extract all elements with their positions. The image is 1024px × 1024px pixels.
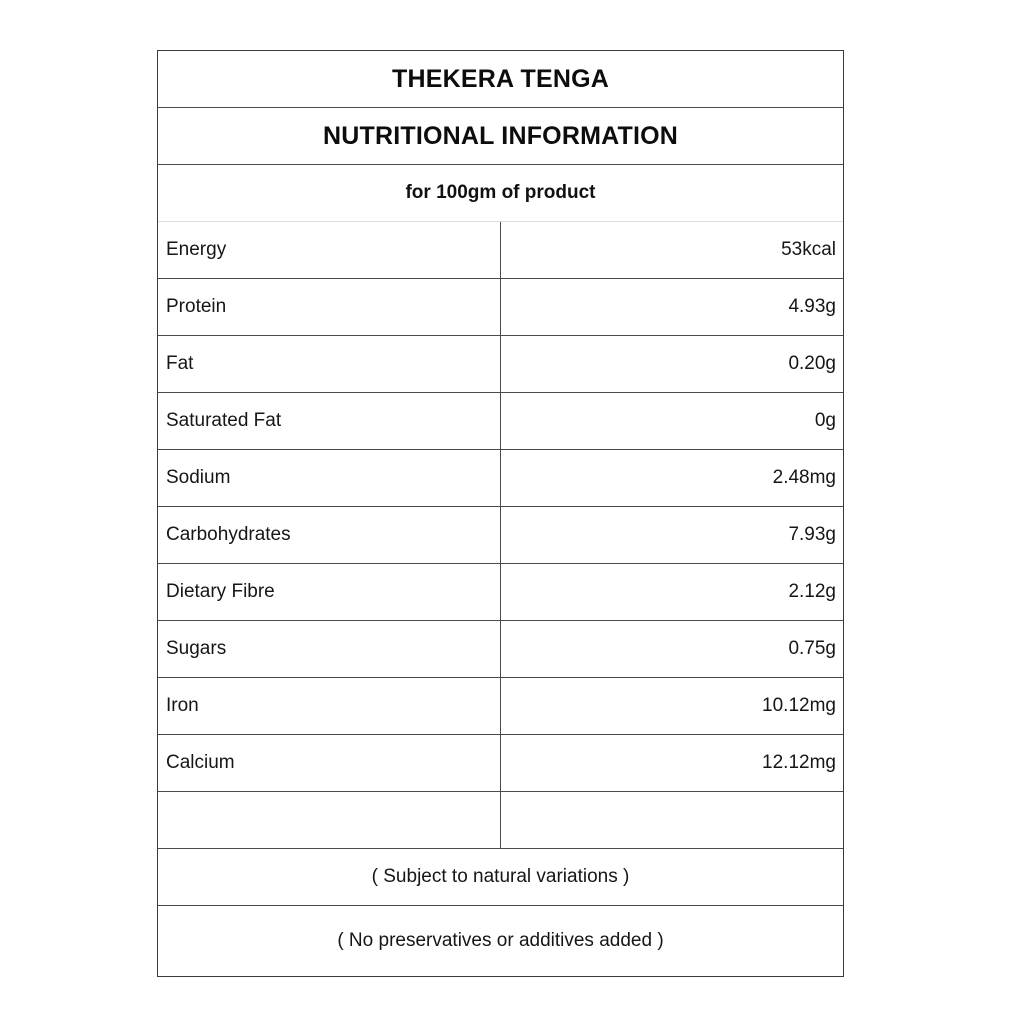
nutrient-name: Calcium <box>158 735 501 791</box>
nutrient-name: Sodium <box>158 450 501 506</box>
nutrient-value: 0g <box>814 410 836 431</box>
nutrient-row-sodium <box>158 450 843 507</box>
preservatives-note-row <box>158 906 843 976</box>
nutrient-row-protein <box>158 279 843 336</box>
nutrient-name: Dietary Fibre <box>158 564 501 620</box>
nutrient-value: 2.48mg <box>772 467 836 488</box>
nutrient-row-dietary-fibre <box>158 564 843 621</box>
nutrient-row-iron <box>158 678 843 735</box>
nutrient-name: Energy <box>158 222 501 278</box>
nutrient-row-carbohydrates <box>158 507 843 564</box>
nutrient-name: Fat <box>158 336 501 392</box>
preservatives-note: ( No preservatives or additives added ) <box>337 930 664 951</box>
nutrient-row-saturated-fat <box>158 393 843 450</box>
nutrient-value: 53kcal <box>781 239 836 260</box>
nutrient-row-energy <box>158 222 843 279</box>
nutrient-name: Carbohydrates <box>158 507 501 563</box>
nutrient-value: 0.75g <box>788 638 836 659</box>
nutrient-value: 7.93g <box>788 524 836 545</box>
nutrient-name: Saturated Fat <box>158 393 501 449</box>
product-name: THEKERA TENGA <box>392 64 609 93</box>
nutrient-value: 12.12mg <box>762 752 836 773</box>
variation-note: ( Subject to natural variations ) <box>371 866 630 887</box>
product-name-row <box>158 51 843 108</box>
nutrient-value: 0.20g <box>788 353 836 374</box>
nutrient-row-sugars <box>158 621 843 678</box>
nutrition-heading: NUTRITIONAL INFORMATION <box>322 121 679 150</box>
nutrient-row-empty <box>158 792 843 849</box>
nutrient-name: Iron <box>158 678 501 734</box>
nutrient-value <box>501 792 843 848</box>
nutrient-name <box>158 792 501 848</box>
nutrient-name: Sugars <box>158 621 501 677</box>
variation-note-row <box>158 849 843 906</box>
serving-basis-row <box>158 165 843 222</box>
nutrient-value: 4.93g <box>788 296 836 317</box>
nutrition-table <box>157 50 844 977</box>
nutrient-row-calcium <box>158 735 843 792</box>
nutrient-row-fat <box>158 336 843 393</box>
serving-basis: for 100gm of product <box>405 182 596 203</box>
heading-row <box>158 108 843 165</box>
nutrient-value: 2.12g <box>788 581 836 602</box>
nutrient-value: 10.12mg <box>762 695 836 716</box>
nutrient-name: Protein <box>158 279 501 335</box>
